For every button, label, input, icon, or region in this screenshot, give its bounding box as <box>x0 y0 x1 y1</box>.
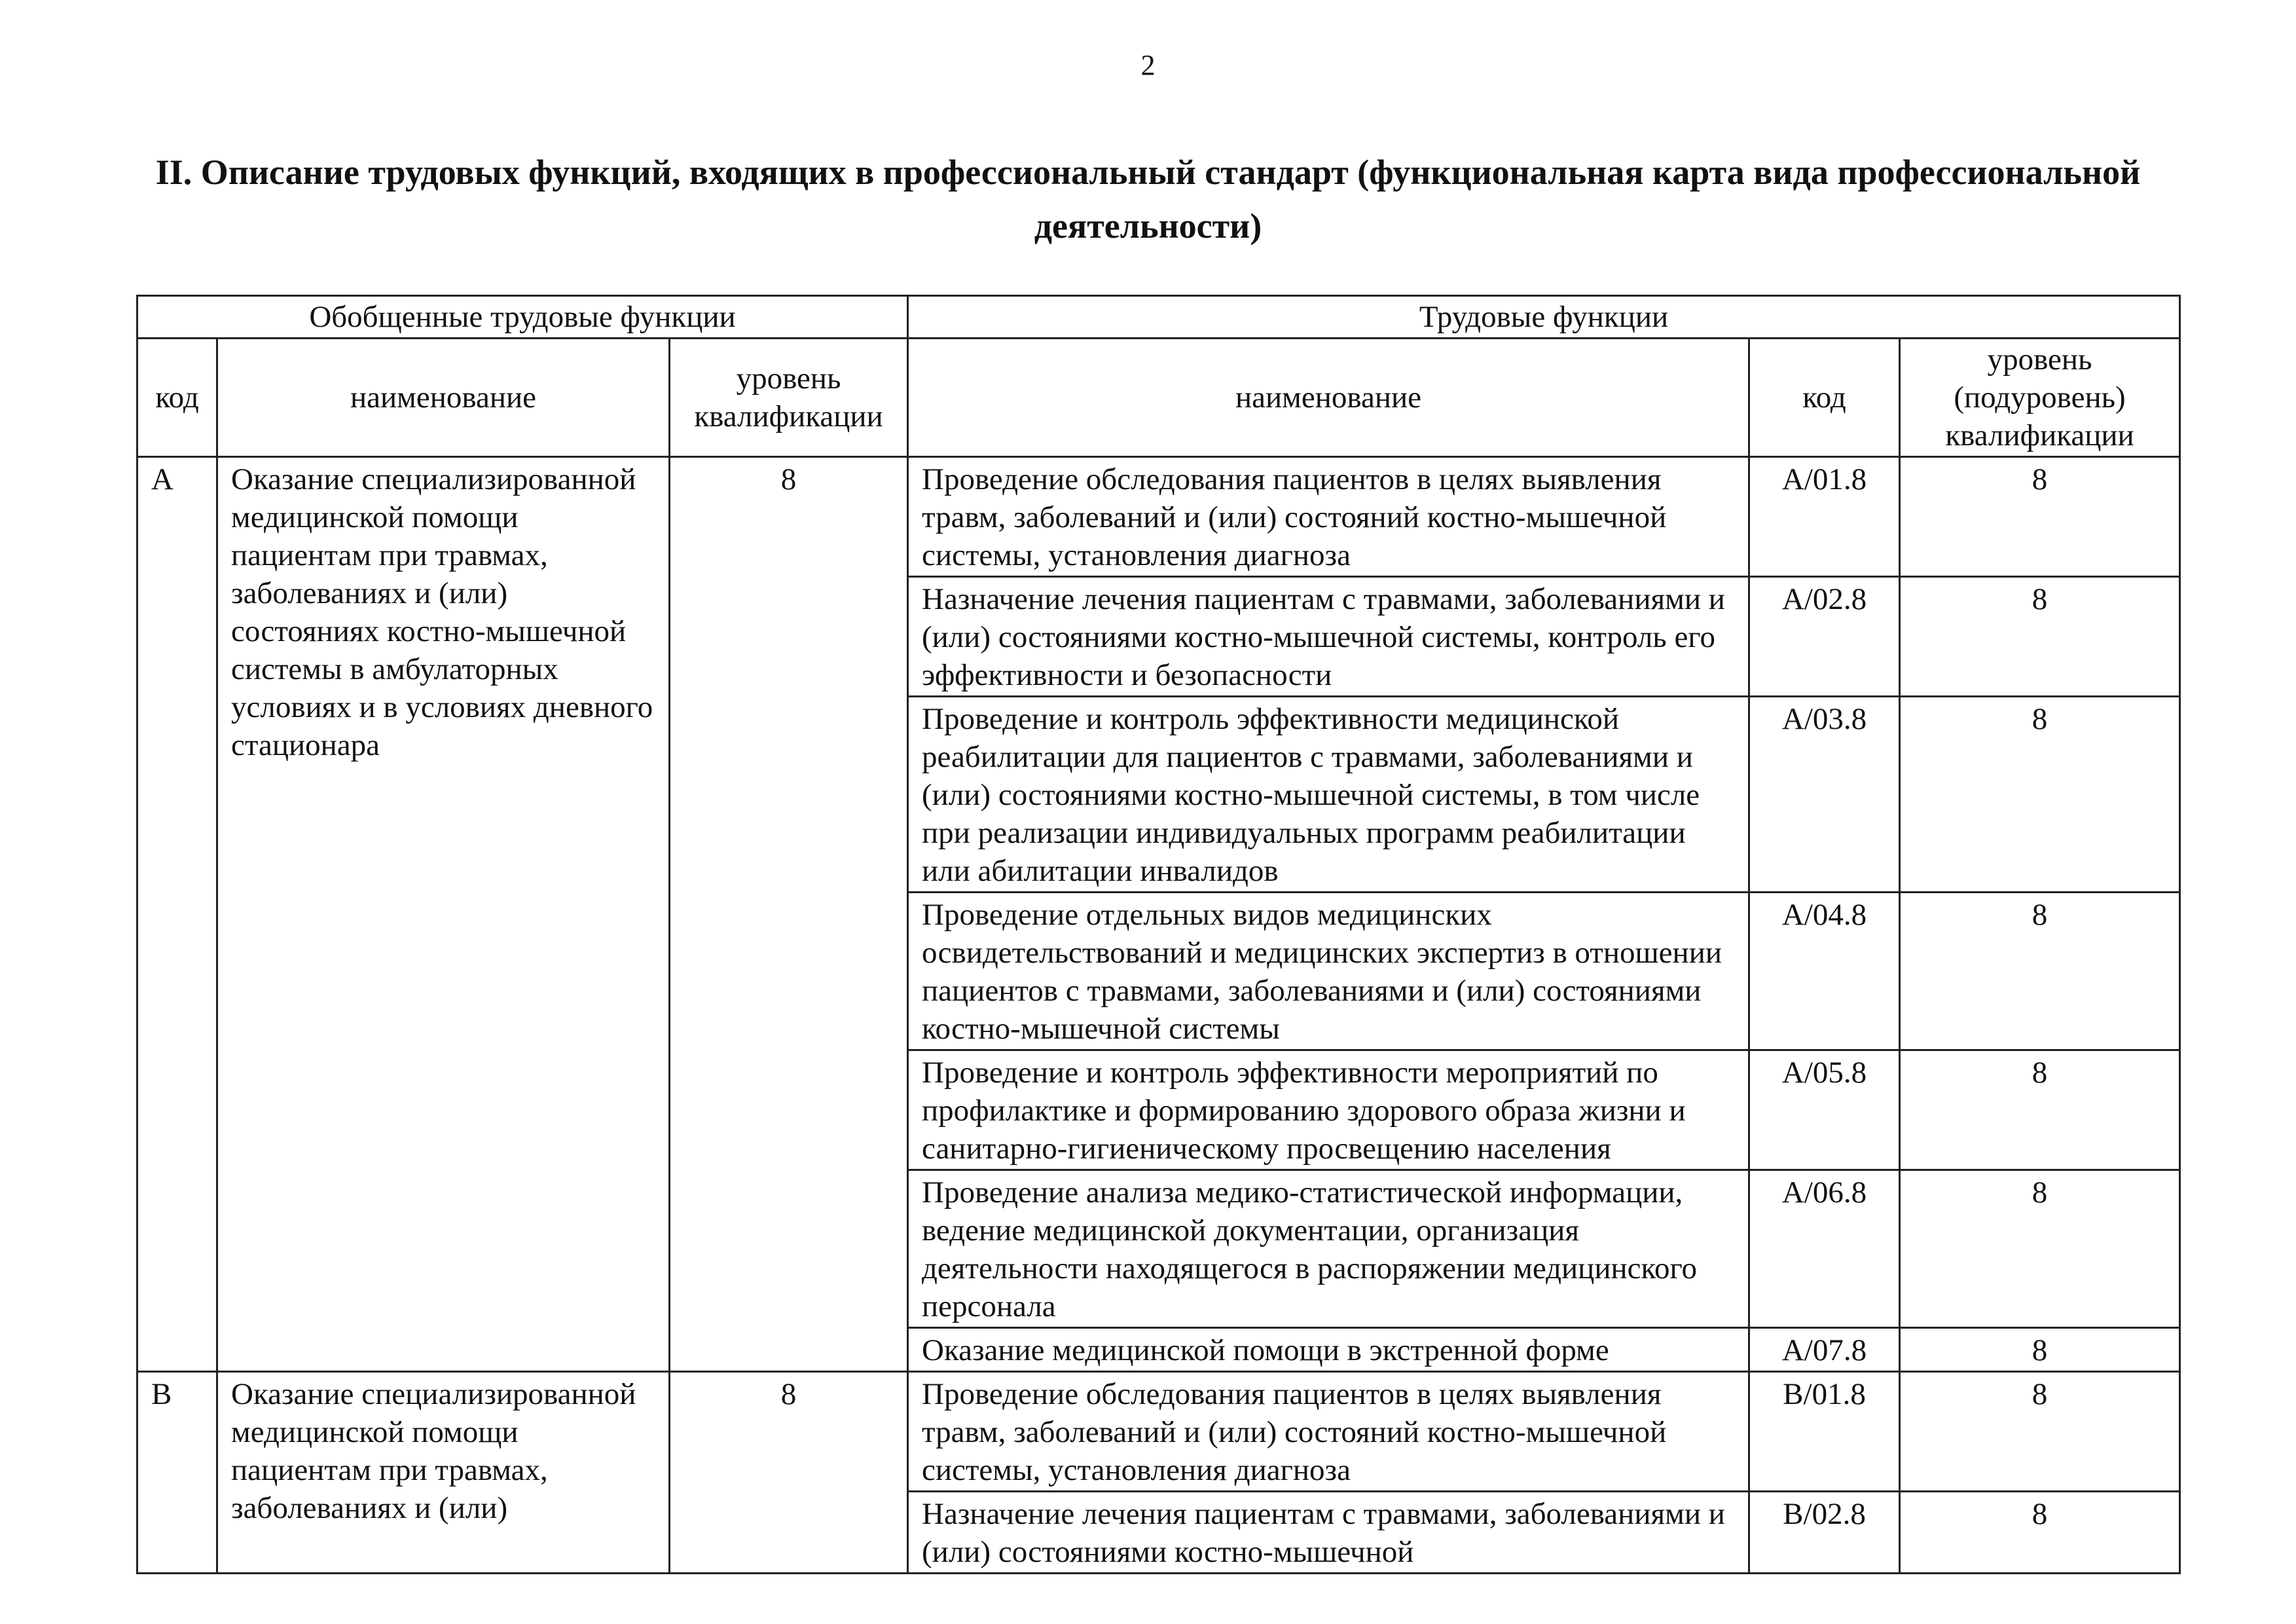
gen-function-name: Оказание специализированной медицинской помощи пациентам при травмах, заболеваниях и (или) <box>217 1372 670 1574</box>
func-level-header: уровень (подуровень) квалификации <box>1900 339 2180 457</box>
function-name: Проведение отдельных видов медицинских освидетельствований и медицинских экспертиз в отношении пациентов с травмами, заболеваниями и (или) состояниями костно-мышечной системы <box>908 893 1749 1050</box>
function-code: B/01.8 <box>1749 1372 1900 1492</box>
function-level: 8 <box>1900 1492 2180 1574</box>
function-name: Проведение анализа медико-статистической информации, ведение медицинской документации, организация деятельности находящегося в распоряжении медицинского персонала <box>908 1170 1749 1328</box>
function-level: 8 <box>1900 697 2180 893</box>
function-code: A/04.8 <box>1749 893 1900 1050</box>
labor-functions-header: Трудовые функции <box>908 296 2180 339</box>
function-level: 8 <box>1900 1050 2180 1170</box>
gen-function-level: 8 <box>670 457 908 1372</box>
gen-name-header: наименование <box>217 339 670 457</box>
function-level: 8 <box>1900 893 2180 1050</box>
gen-function-code: В <box>137 1372 217 1574</box>
function-code: A/07.8 <box>1749 1328 1900 1372</box>
table-row <box>137 1372 2180 1492</box>
function-name: Проведение и контроль эффективности мероприятий по профилактике и формированию здорового образа жизни и санитарно-гигиеническому просвещению населения <box>908 1050 1749 1170</box>
table-row <box>137 457 2180 577</box>
page-title: II. Описание трудовых функций, входящих в профессиональный стандарт (функциональная карта вида профессиональной деятельности) <box>155 153 2141 246</box>
function-code: A/01.8 <box>1749 457 1900 577</box>
gen-code-header: код <box>137 339 217 457</box>
gen-function-code: А <box>137 457 217 1372</box>
gen-level-header: уровень квалификации <box>670 339 908 457</box>
function-level: 8 <box>1900 457 2180 577</box>
function-name: Назначение лечения пациентам с травмами, заболеваниями и (или) состояниями костно-мышечной <box>908 1492 1749 1574</box>
function-name: Назначение лечения пациентам с травмами, заболеваниями и (или) состояниями костно-мышечной системы, контроль его эффективности и безопасности <box>908 577 1749 697</box>
function-name: Проведение обследования пациентов в целях выявления травм, заболеваний и (или) состояний костно-мышечной системы, установления диагноза <box>908 1372 1749 1492</box>
function-code: A/03.8 <box>1749 697 1900 893</box>
gen-function-name: Оказание специализированной медицинской помощи пациентам при травмах, заболеваниях и (или) состояниях костно-мышечной системы в амбулаторных условиях и в условиях дневного стационара <box>217 457 670 1372</box>
function-name: Проведение обследования пациентов в целях выявления травм, заболеваний и (или) состояний костно-мышечной системы, установления диагноза <box>908 457 1749 577</box>
function-code: A/06.8 <box>1749 1170 1900 1328</box>
func-name-header: наименование <box>908 339 1749 457</box>
functional-map-table <box>136 295 2181 1574</box>
gen-function-level: 8 <box>670 1372 908 1574</box>
function-name: Оказание медицинской помощи в экстренной форме <box>908 1328 1749 1372</box>
function-name: Проведение и контроль эффективности медицинской реабилитации для пациентов с травмами, заболеваниями и (или) состояниями костно-мышечной системы, в том числе при реализации индивидуальных программ реабилитации или абилитации инвалидов <box>908 697 1749 893</box>
function-code: B/02.8 <box>1749 1492 1900 1574</box>
func-code-header: код <box>1749 339 1900 457</box>
function-code: A/02.8 <box>1749 577 1900 697</box>
function-level: 8 <box>1900 1372 2180 1492</box>
page-number: 2 <box>1140 49 1156 81</box>
function-level: 8 <box>1900 577 2180 697</box>
function-code: A/05.8 <box>1749 1050 1900 1170</box>
function-level: 8 <box>1900 1170 2180 1328</box>
function-level: 8 <box>1900 1328 2180 1372</box>
generalized-functions-header: Обобщенные трудовые функции <box>137 296 908 339</box>
